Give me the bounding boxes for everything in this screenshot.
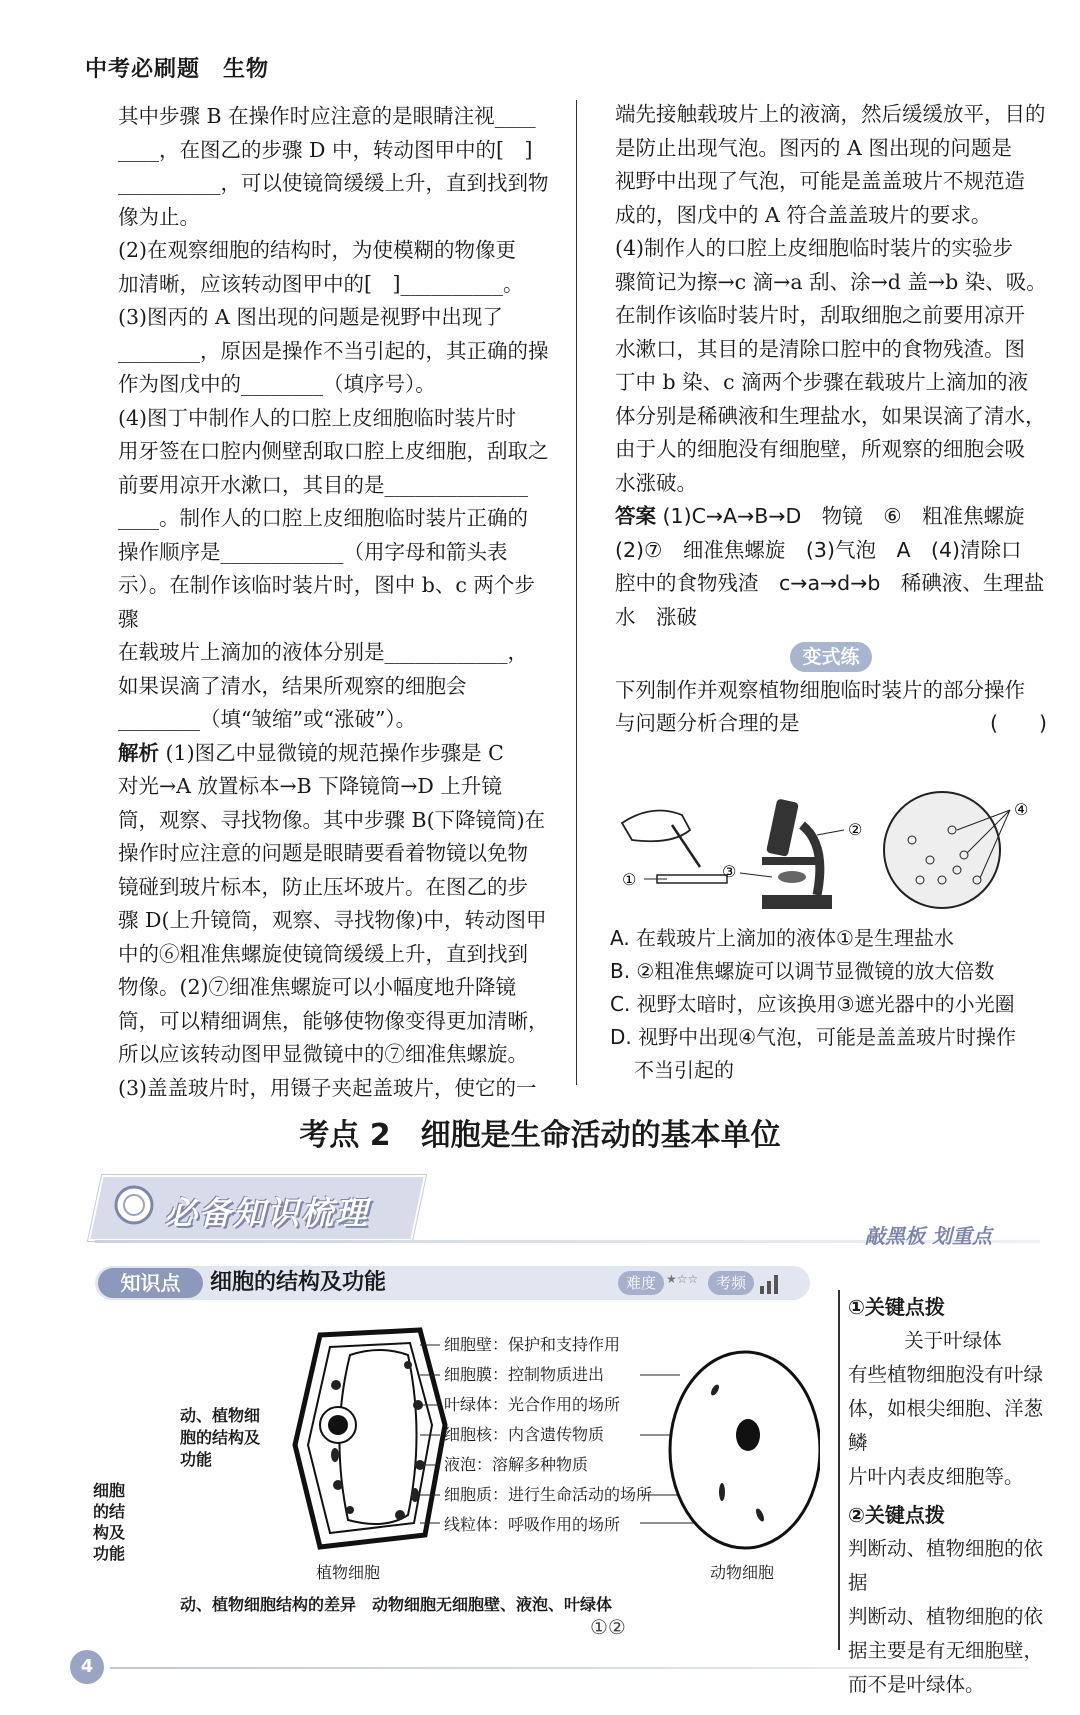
question-line: 作为图戊中的________（填序号）。 [118, 372, 436, 396]
variant-question: 与问题分析合理的是 ( ) [615, 707, 1047, 741]
dropper-hand-icon [622, 811, 727, 884]
answer-line: 水 涨破 [615, 604, 697, 629]
question-line: ____，在图乙的步骤 D 中，转动图甲中的[ ] [118, 137, 533, 162]
label-mitochondria: 线粒体：呼吸作用的场所 [444, 1515, 621, 1534]
field-of-view-icon [884, 792, 1010, 908]
analysis-line: 解析 (1)图乙中显微镜的规范操作步骤是 C [118, 740, 504, 765]
analysis-line: 在制作该临时装片时，刮取细胞之前要用凉开 [615, 303, 1025, 327]
option-d: D. 视野中出现④气泡，可能是盖盖玻片时操作 [610, 1025, 1017, 1049]
analysis-line: 对光→A 放置标本→B 下降镜筒→D 上升镜 [118, 774, 502, 798]
analysis-line: (4)制作人的口腔上皮细胞临时装片的实验步 [615, 236, 1014, 260]
analysis-line: 物像。(2)⑦细准焦螺旋可以小幅度地升降镜 [118, 975, 517, 999]
running-header: 中考必刷题 生物 [85, 57, 270, 82]
analysis-line: 是防止出现气泡。图丙的 A 图出现的问题是 [615, 135, 1012, 160]
magnifier-icon [112, 1183, 158, 1229]
answer-paren: ( ) [990, 711, 1047, 735]
analysis-line: 筒，可以精细调焦，能够使物像变得更加清晰， [118, 1008, 549, 1033]
analysis-line: 端先接触载玻片上的液滴，然后缓缓放平，目的 [615, 102, 1046, 126]
diagram-mid-label: 动、植物细 胞的结构及 功能 [180, 1406, 261, 1469]
analysis-line: 水漱口，其目的是清除口腔中的食物残渣。图 [615, 336, 1025, 361]
tip2-line: 据主要是有无细胞壁， [848, 1639, 1044, 1662]
question-line: (4)图丁中制作人的口腔上皮细胞临时装片时 [118, 405, 517, 430]
option-b: B. ②粗准焦螺旋可以调节显微镜的放大倍数 [610, 959, 995, 983]
option-c: C. 视野太暗时，应该换用③遮光器中的小光圈 [610, 992, 1015, 1016]
board-label: 敲黑板 划重点 [865, 1224, 992, 1248]
diagram-refs: ①② [590, 1615, 626, 1639]
option-d-cont: 不当引起的 [634, 1058, 734, 1082]
tip1-sub: 关于叶绿体 [904, 1329, 1002, 1352]
diagram-labels [444, 1330, 652, 1540]
tip2-title: ②关键点拨 [848, 1503, 945, 1527]
diagram-side-label: 细胞的结构及功能 [93, 1481, 126, 1563]
analysis-line: 筒，观察、寻找物像。其中步骤 B(下降镜筒)在 [118, 807, 546, 832]
tip1-line: 有些植物细胞没有叶绿 [848, 1363, 1044, 1386]
analysis-line: 视野中出现了气泡，可能是盖盖玻片不规范造 [615, 169, 1025, 193]
diagram-difference: 动、植物细胞结构的差异 动物细胞无细胞壁、液泡、叶绿体 [180, 1595, 613, 1614]
analysis-line: 操作时应注意的问题是眼睛要看着物镜以免物 [118, 841, 528, 865]
left-column [118, 100, 553, 1105]
question-line: (2)在观察细胞的结构时，为使模糊的物像更 [118, 238, 517, 262]
animal-caption: 动物细胞 [710, 1563, 775, 1582]
question-line: 操作顺序是____________（用字母和箭头表 [118, 539, 508, 564]
answer-line: 答案 (1)C→A→B→D 物镜 ⑥ 粗准焦螺旋 [615, 504, 1025, 528]
option-a: A. 在载玻片上滴加的液体①是生理盐水 [610, 926, 954, 950]
answer-label: 答案 [615, 504, 656, 528]
question-line: (3)图丙的 A 图出现的问题是视野中出现了 [118, 305, 503, 329]
label-two: ② [848, 820, 863, 839]
answer-line: (2)⑦ 细准焦螺旋 (3)气泡 A (4)清除口 [615, 537, 1022, 562]
variant-badge: 变式练 [790, 642, 871, 672]
analysis-line: 镜碰到玻片标本，防止压坏玻片。在图乙的步 [118, 874, 528, 899]
column-divider [576, 100, 577, 1085]
analysis-line: 由于人的细胞没有细胞壁，所观察的细胞会吸 [615, 437, 1025, 461]
tip1-line: 片叶内表皮细胞等。 [848, 1465, 1024, 1488]
analysis-line: 体分别是稀碘液和生理盐水，如果误滴了清水， [615, 403, 1046, 428]
question-line: ________，原因是操作不当引起的，其正确的操 [118, 338, 549, 363]
label-chloroplast: 叶绿体：光合作用的场所 [444, 1395, 621, 1414]
label-three: ③ [722, 862, 737, 881]
tip2-line: 判断动、植物细胞的依 [848, 1605, 1044, 1628]
animal-cell-icon [640, 1340, 820, 1560]
question-line: ________（填“皱缩”或“涨破”）。 [118, 707, 417, 731]
label-four: ④ [1014, 800, 1029, 819]
label-vacuole: 液泡：溶解多种物质 [444, 1455, 589, 1474]
tip2-line: 而不是叶绿体。 [848, 1673, 985, 1696]
knowledge-title: 细胞的结构及功能 [210, 1270, 387, 1295]
question-line: 前要用凉开水漱口，其目的是______________ [118, 472, 528, 497]
right-column [615, 98, 1047, 741]
section-title: 考点 2 细胞是生命活动的基本单位 [299, 1118, 781, 1153]
analysis-line: 成的，图戊中的 A 符合盖盖玻片的要求。 [615, 202, 992, 227]
label-cell-wall: 细胞壁：保护和支持作用 [444, 1335, 621, 1354]
banner-title: 必备知识梳理 [165, 1194, 370, 1232]
footer-rule [110, 1667, 1030, 1669]
variant-question: 下列制作并观察植物细胞临时装片的部分操作 [615, 677, 1025, 702]
analysis-line: 所以应该转动图甲显微镜中的⑦细准焦螺旋。 [118, 1042, 528, 1066]
analysis-line: (3)盖盖玻片时，用镊子夹起盖玻片，使它的一 [118, 1075, 537, 1100]
plant-caption: 植物细胞 [316, 1563, 381, 1582]
question-line: 用牙签在口腔内侧壁刮取口腔上皮细胞，刮取之 [118, 439, 549, 463]
tip1-title: ①关键点拨 [848, 1295, 945, 1319]
label-one: ① [622, 870, 637, 889]
label-nucleus: 细胞核：内含遗传物质 [444, 1425, 605, 1444]
page-number: 4 [70, 1650, 104, 1684]
frequency-badge: 考频 [708, 1271, 754, 1295]
analysis-line: 丁中 b 染、c 滴两个步骤在载玻片上滴加的液 [615, 370, 1029, 394]
question-line: 如果误滴了清水，结果所观察的细胞会 [118, 673, 467, 698]
question-line: __________，可以使镜筒缓缓上升，直到找到物 [118, 171, 549, 195]
label-cytoplasm: 细胞质：进行生命活动的场所 [444, 1485, 653, 1504]
knowledge-pill: 知识点 [98, 1268, 203, 1298]
question-line: ____。制作人的口腔上皮细胞临时装片正确的 [118, 506, 528, 530]
label-membrane: 细胞膜：控制物质进出 [444, 1365, 605, 1384]
analysis-line: 骤简记为擦→c 滴→a 刮、涂→d 盖→b 染、吸。 [615, 269, 1047, 294]
tip2-line: 判断动、植物细胞的依据 [848, 1537, 1044, 1594]
analysis-line: 中的⑥粗准焦螺旋使镜筒缓缓上升，直到找到 [118, 941, 528, 966]
tip1-line: 体，如根尖细胞、洋葱鳞 [848, 1397, 1044, 1454]
analysis-line: 水涨破。 [615, 470, 697, 495]
question-line: 其中步骤 B 在操作时应注意的是眼睛注视____ [118, 104, 536, 128]
microscope-icon [740, 798, 844, 909]
analysis-label: 解析 [118, 740, 159, 765]
question-line: 像为止。 [118, 204, 200, 229]
analysis-line: 骤 D(上升镜筒，观察、寻找物像)中，转动图甲 [118, 908, 547, 932]
difficulty-badge: 难度 [618, 1271, 664, 1295]
sidebar-notes [848, 1290, 1058, 1702]
question-line: 加清晰，应该转动图甲中的[ ]__________。 [118, 271, 524, 296]
variant-figure [612, 785, 1052, 925]
star-icon: ★☆☆ [666, 1272, 699, 1286]
variant-options [610, 922, 1050, 1087]
answer-line: 腔中的食物残渣 c→a→d→b 稀碘液、生理盐 [615, 571, 1045, 595]
bars-icon [758, 1272, 780, 1294]
question-line: 示）。在制作该临时装片时，图中 b、c 两个步骤 [118, 573, 535, 631]
question-line: 在载玻片上滴加的液体分别是____________， [118, 640, 528, 664]
